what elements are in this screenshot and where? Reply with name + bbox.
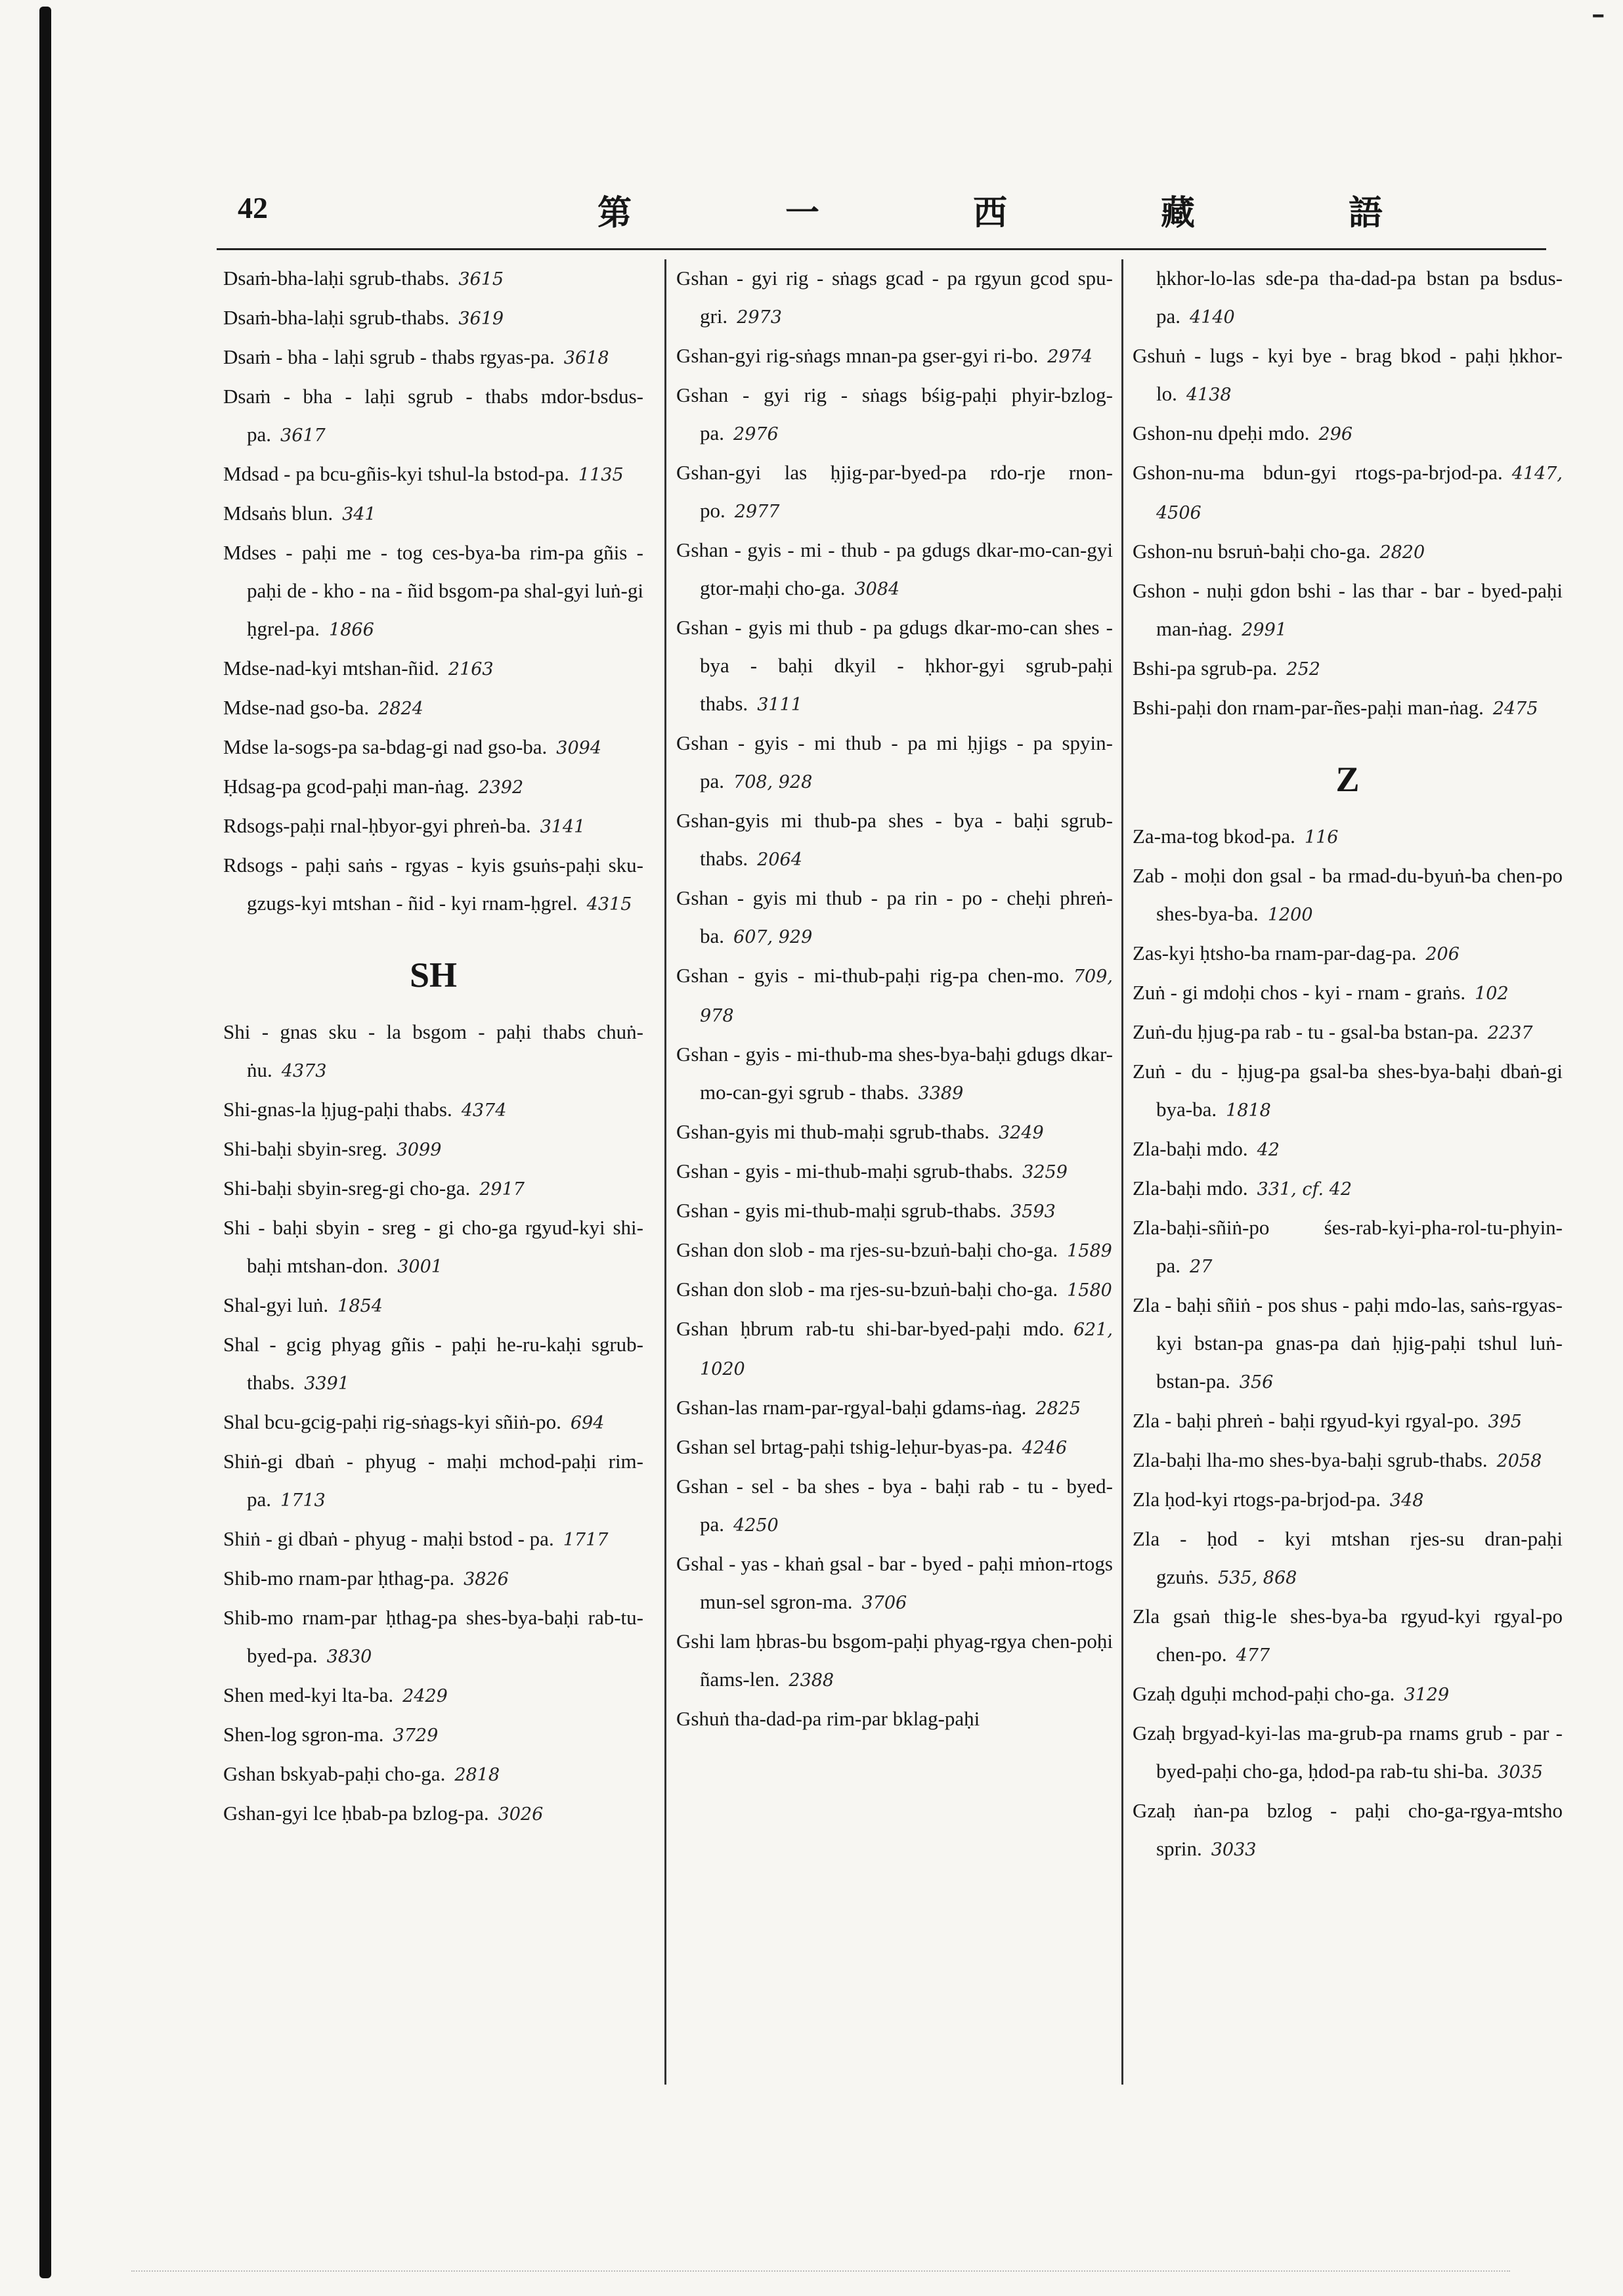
section-heading: Z bbox=[1335, 760, 1360, 799]
index-entry bbox=[223, 494, 643, 534]
entry-title: Gshan bskyab-paḥi cho-ga. bbox=[223, 1762, 446, 1785]
entry-title: Gshan ḥbrum rab-tu shi-bar-byed-paḥi mdo. bbox=[676, 1317, 1064, 1340]
entry-number: 2973 bbox=[737, 307, 782, 328]
entry-number: 3249 bbox=[999, 1123, 1044, 1143]
index-entry bbox=[676, 1270, 1113, 1310]
index-entry bbox=[223, 338, 643, 378]
entry-number: 2388 bbox=[789, 1670, 834, 1691]
entry-number: 3084 bbox=[854, 579, 900, 599]
entry-number: 4140 bbox=[1190, 307, 1235, 328]
entry-title: Gshan-gyi lce ḥbab-pa bzlog-pa. bbox=[223, 1802, 489, 1825]
index-entry bbox=[676, 454, 1113, 531]
entry-number: 2974 bbox=[1047, 347, 1093, 367]
entry-title: Shal - gcig phyag gñis - paḥi he-ru-kaḥi sgrub-thabs. bbox=[223, 1333, 643, 1394]
entry-title: Mdses - paḥi me - tog ces-bya-ba rim-pa gñis - paḥi de - kho - na - ñid bsgom-pa shal-gyi luṅ-gi ḥgrel-pa. bbox=[223, 541, 643, 640]
entry-number: 2976 bbox=[733, 424, 779, 444]
index-entry bbox=[676, 724, 1113, 802]
entry-title: ḥkhor-lo-las sde-pa tha-dad-pa bstan pa bsdus-pa. bbox=[1156, 267, 1563, 328]
index-entry bbox=[223, 1794, 643, 1834]
entry-title: Zla - baḥi sñiṅ - pos shus - paḥi mdo-las, saṅs-rgyas-kyi bstan-pa gnas-pa daṅ ḥjig-paḥi tshul luṅ-bstan-pa. bbox=[1133, 1293, 1563, 1393]
index-entry bbox=[223, 259, 643, 299]
entry-title: Zla-baḥi lha-mo shes-bya-baḥi sgrub-thabs. bbox=[1133, 1448, 1488, 1471]
entry-title: Shi - gnas sku - la bsgom - paḥi thabs chuṅ-ṅu. bbox=[223, 1020, 643, 1081]
entry-number: 1866 bbox=[329, 620, 374, 640]
index-entry bbox=[676, 802, 1113, 879]
entry-number: 3618 bbox=[563, 348, 609, 368]
entry-number: 116 bbox=[1304, 827, 1339, 848]
index-entry bbox=[1133, 1714, 1563, 1792]
index-entry bbox=[676, 1467, 1113, 1545]
entry-title: Zab - moḥi don gsal - ba rmad-du-byuṅ-ba chen-po shes-bya-ba. bbox=[1133, 864, 1563, 925]
entry-number: 3129 bbox=[1404, 1685, 1450, 1705]
index-entry bbox=[223, 1559, 643, 1599]
entry-number: 1717 bbox=[563, 1530, 609, 1550]
entry-title: Shi-baḥi sbyin-sreg-gi cho-ga. bbox=[223, 1177, 471, 1200]
entry-number: 2820 bbox=[1379, 542, 1425, 563]
entry-number: 2977 bbox=[734, 502, 780, 522]
entry-title: Gshan - gyis mi thub - pa rin - po - cheḥi phreṅ-ba. bbox=[676, 886, 1113, 947]
index-entry bbox=[676, 1389, 1113, 1428]
index-entry bbox=[1133, 259, 1563, 337]
index-entry bbox=[676, 1622, 1113, 1700]
index-entry bbox=[676, 337, 1113, 376]
entry-number: 708, 928 bbox=[733, 772, 813, 792]
entry-number: 694 bbox=[570, 1413, 605, 1433]
entry-title: Shib-mo rnam-par ḥthag-pa shes-bya-baḥi rab-tu-byed-pa. bbox=[223, 1606, 643, 1667]
entry-title: Gshon-nu dpeḥi mdo. bbox=[1133, 422, 1310, 444]
entry-number: 331, cf. 42 bbox=[1257, 1179, 1352, 1200]
entry-title: Gzaḥ dguḥi mchod-paḥi cho-ga. bbox=[1133, 1682, 1395, 1705]
index-entry bbox=[223, 768, 643, 807]
entry-number: 607, 929 bbox=[733, 927, 813, 947]
index-entry bbox=[223, 689, 643, 728]
index-entry bbox=[1133, 1013, 1563, 1052]
index-entry bbox=[223, 1286, 643, 1326]
entry-number: 2991 bbox=[1242, 620, 1287, 640]
title-char: 西 bbox=[972, 193, 1010, 233]
index-entry bbox=[1133, 1052, 1563, 1130]
index-entry bbox=[1133, 1169, 1563, 1209]
index-entry bbox=[223, 1716, 643, 1755]
index-entry bbox=[223, 1130, 643, 1169]
entry-title: Rdsogs - paḥi saṅs - rgyas - kyis gsuṅs-paḥi sku-gzugs-kyi mtshan - ñid - kyi rnam-ḥgrel. bbox=[223, 854, 643, 915]
entry-title: Mdse la-sogs-pa sa-bdag-gi nad gso-ba. bbox=[223, 735, 548, 758]
entry-title: Shi - baḥi sbyin - sreg - gi cho-ga rgyud-kyi shi-baḥi mtshan-don. bbox=[223, 1216, 643, 1277]
entry-title: Dsaṁ-bha-laḥi sgrub-thabs. bbox=[223, 267, 450, 290]
index-entry bbox=[223, 1091, 643, 1130]
index-entry bbox=[1133, 857, 1563, 934]
entry-number: 356 bbox=[1239, 1372, 1274, 1393]
index-entry bbox=[676, 1310, 1113, 1389]
title-char: 第 bbox=[597, 193, 635, 233]
entry-number: 3259 bbox=[1022, 1162, 1068, 1182]
entry-title: Gshon-nu bsruṅ-baḥi cho-ga. bbox=[1133, 540, 1371, 563]
index-entry bbox=[1133, 1597, 1563, 1675]
entry-title: Gshan - gyi rig - sṅags bśig-paḥi phyir-bzlog-pa. bbox=[676, 383, 1113, 444]
entry-title: Shen-log sgron-ma. bbox=[223, 1723, 384, 1746]
entry-number: 2825 bbox=[1035, 1398, 1081, 1419]
index-entry bbox=[1133, 974, 1563, 1013]
entry-number: 3619 bbox=[458, 309, 504, 329]
index-entry bbox=[223, 1326, 643, 1403]
entry-number: 341 bbox=[342, 504, 376, 525]
entry-title: Rdsogs-paḥi rnal-ḥbyor-gyi phreṅ-ba. bbox=[223, 814, 531, 837]
index-column-3 bbox=[1133, 259, 1563, 1869]
index-entry bbox=[223, 378, 643, 455]
book-spine-shadow bbox=[39, 7, 51, 2278]
index-entry bbox=[1133, 1481, 1563, 1520]
title-char: 一 bbox=[785, 193, 822, 233]
index-entry bbox=[1133, 572, 1563, 649]
entry-number: 1713 bbox=[280, 1490, 326, 1511]
entry-number: 2429 bbox=[402, 1686, 448, 1706]
entry-number: 2237 bbox=[1487, 1023, 1533, 1043]
index-entry bbox=[1133, 532, 1563, 572]
entry-title: Zla ḥod-kyi rtogs-pa-brjod-pa. bbox=[1133, 1488, 1381, 1511]
entry-title: Gzaḥ brgyad-kyi-las ma-grub-pa rnams grub - par - byed-paḥi cho-ga, ḥdod-pa rab-tu shi-ba. bbox=[1133, 1722, 1563, 1783]
entry-title: Gshuṅ - lugs - kyi bye - brag bkod - paḥi ḥkhor-lo. bbox=[1133, 344, 1563, 405]
entry-number: 4373 bbox=[281, 1061, 327, 1081]
entry-title: Zas-kyi ḥtsho-ba rnam-par-dag-pa. bbox=[1133, 942, 1417, 964]
index-entry bbox=[676, 1428, 1113, 1467]
index-column-1 bbox=[223, 259, 643, 1834]
index-entry bbox=[1133, 454, 1563, 532]
entry-title: Gshan sel brtag-paḥi tshig-leḥur-byas-pa. bbox=[676, 1435, 1013, 1458]
entry-number: 2824 bbox=[378, 699, 423, 719]
entry-number: 2392 bbox=[478, 777, 524, 798]
entry-title: Gshan-gyis mi thub-maḥi sgrub-thabs. bbox=[676, 1120, 990, 1143]
entry-title: Gshan-gyis mi thub-pa shes - bya - baḥi sgrub-thabs. bbox=[676, 809, 1113, 870]
entry-title: Gshan - gyi rig - sṅags gcad - pa rgyun gcod spu-gri. bbox=[676, 267, 1113, 328]
index-entry bbox=[223, 1520, 643, 1559]
entry-title: Gshi lam ḥbras-bu bsgom-paḥi phyag-rgya chen-poḥi ñams-len. bbox=[676, 1630, 1113, 1691]
index-entry bbox=[676, 1035, 1113, 1113]
entry-title: Gshan - gyis - mi thub - pa mi ḥjigs - pa spyin-pa. bbox=[676, 731, 1113, 792]
index-entry bbox=[1133, 689, 1563, 728]
entry-title: Shal bcu-gcig-paḥi rig-sṅags-kyi sñiṅ-po. bbox=[223, 1410, 561, 1433]
entry-title: Gshan-gyi rig-sṅags mnan-pa gser-gyi ri-bo. bbox=[676, 344, 1039, 367]
entry-number: 3389 bbox=[918, 1083, 964, 1104]
entry-title: Dsaṁ - bha - laḥi sgrub - thabs mdor-bsdus-pa. bbox=[223, 385, 643, 446]
entry-title: Shi-baḥi sbyin-sreg. bbox=[223, 1137, 387, 1160]
index-entry bbox=[1133, 1675, 1563, 1714]
entry-number: 3830 bbox=[326, 1647, 372, 1667]
entry-number: 3001 bbox=[397, 1257, 443, 1277]
entry-title: Gshan - gyis - mi-thub-maḥi sgrub-thabs. bbox=[676, 1159, 1014, 1182]
title-char: 藏 bbox=[1160, 193, 1198, 233]
index-entry bbox=[676, 957, 1113, 1035]
entry-title: Gshal - yas - khaṅ gsal - bar - byed - paḥi mṅon-rtogs mun-sel sgron-ma. bbox=[676, 1552, 1113, 1613]
index-entry bbox=[223, 1676, 643, 1716]
index-entry bbox=[676, 879, 1113, 957]
index-entry bbox=[676, 1192, 1113, 1231]
entry-number: 1854 bbox=[337, 1296, 383, 1316]
entry-title: Gshon - nuḥi gdon bshi - las thar - bar - byed-paḥi man-ṅag. bbox=[1133, 579, 1563, 640]
index-entry bbox=[676, 376, 1113, 454]
entry-number: 3035 bbox=[1498, 1762, 1543, 1783]
entry-number: 2064 bbox=[757, 850, 802, 870]
index-entry bbox=[223, 1169, 643, 1209]
entry-title: Zla-baḥi mdo. bbox=[1133, 1137, 1248, 1160]
entry-number: 3706 bbox=[861, 1593, 907, 1613]
entry-number: 1580 bbox=[1067, 1280, 1112, 1301]
index-entry bbox=[223, 1755, 643, 1794]
entry-number: 3593 bbox=[1010, 1202, 1056, 1222]
index-entry bbox=[223, 807, 643, 846]
entry-number: 3391 bbox=[304, 1374, 349, 1394]
entry-title: Bshi-pa sgrub-pa. bbox=[1133, 657, 1278, 680]
entry-number: 4138 bbox=[1186, 385, 1232, 405]
entry-title: Shal-gyi luṅ. bbox=[223, 1293, 329, 1316]
entry-number: 3729 bbox=[393, 1725, 439, 1746]
index-entry bbox=[1133, 1792, 1563, 1869]
index-entry bbox=[223, 649, 643, 689]
entry-title: Ḥdsag-pa gcod-paḥi man-ṅag. bbox=[223, 775, 469, 798]
entry-number: 42 bbox=[1257, 1140, 1280, 1160]
entry-number: 395 bbox=[1488, 1412, 1522, 1432]
index-entry bbox=[223, 1442, 643, 1520]
entry-number: 206 bbox=[1425, 944, 1460, 964]
entry-number: 2917 bbox=[479, 1179, 525, 1200]
entry-number: 3033 bbox=[1211, 1840, 1257, 1860]
index-entry bbox=[223, 299, 643, 338]
index-entry bbox=[223, 728, 643, 768]
title-char: 語 bbox=[1348, 193, 1385, 233]
index-entry bbox=[1133, 1130, 1563, 1169]
entry-number: 252 bbox=[1286, 659, 1320, 680]
index-entry bbox=[1133, 817, 1563, 857]
entry-title: Zla gsaṅ thig-le shes-bya-ba rgyud-kyi rgyal-po chen-po. bbox=[1133, 1605, 1563, 1666]
entry-title: Gshan-gyi las ḥjig-par-byed-pa rdo-rje rnon-po. bbox=[676, 461, 1113, 522]
entry-number: 4315 bbox=[586, 894, 632, 915]
page-number: 42 bbox=[238, 191, 268, 225]
entry-title: Shiṅ - gi dbaṅ - phyug - maḥi bstod - pa. bbox=[223, 1527, 554, 1550]
index-entry bbox=[676, 1700, 1113, 1738]
entry-number: 4374 bbox=[461, 1100, 507, 1121]
index-entry bbox=[1133, 337, 1563, 414]
entry-number: 477 bbox=[1236, 1645, 1270, 1666]
index-entry bbox=[223, 1013, 643, 1091]
index-entry bbox=[1133, 1286, 1563, 1402]
entry-title: Mdsaṅs blun. bbox=[223, 502, 334, 525]
index-entry bbox=[676, 531, 1113, 609]
index-entry bbox=[1133, 1441, 1563, 1481]
index-entry bbox=[676, 1152, 1113, 1192]
entry-number: 3615 bbox=[458, 269, 504, 290]
index-entry bbox=[676, 1113, 1113, 1152]
entry-title: Gshan - gyis mi thub - pa gdugs dkar-mo-can shes - bya - baḥi dkyil - ḥkhor-gyi sgrub-paḥi thabs. bbox=[676, 616, 1113, 715]
index-entry bbox=[223, 534, 643, 649]
entry-number: 1589 bbox=[1067, 1241, 1112, 1261]
corner-mark: ━ bbox=[1593, 7, 1603, 26]
entry-title: Gshan-las rnam-par-rgyal-baḥi gdams-ṅag. bbox=[676, 1396, 1027, 1419]
page-header bbox=[223, 190, 1530, 269]
running-title bbox=[597, 185, 1385, 234]
entry-number: 2163 bbox=[448, 659, 494, 680]
entry-title: Gzaḥ ṅan-pa bzlog - paḥi cho-ga-rgya-mtsho sprin. bbox=[1133, 1799, 1563, 1860]
entry-number: 709, 978 bbox=[700, 966, 1113, 1026]
entry-title: Gshan - sel - ba shes - bya - baḥi rab - tu - byed-pa. bbox=[676, 1475, 1113, 1536]
entry-title: Zuṅ - gi mdoḥi chos - kyi - rnam - graṅs. bbox=[1133, 981, 1466, 1004]
entry-number: 4147, 4506 bbox=[1156, 464, 1563, 523]
index-entry bbox=[1133, 934, 1563, 974]
entry-number: 3826 bbox=[464, 1569, 509, 1590]
entry-title: Shi-gnas-la ḥjug-paḥi thabs. bbox=[223, 1098, 452, 1121]
entry-number: 4250 bbox=[733, 1515, 779, 1536]
entry-number: 296 bbox=[1318, 424, 1353, 444]
index-entry bbox=[676, 1231, 1113, 1270]
entry-title: Zuṅ-du ḥjug-pa rab - tu - gsal-ba bstan-pa. bbox=[1133, 1020, 1479, 1043]
entry-title: Mdse-nad gso-ba. bbox=[223, 696, 370, 719]
index-entry bbox=[676, 609, 1113, 724]
entry-number: 2058 bbox=[1496, 1451, 1542, 1471]
entry-number: 3099 bbox=[396, 1140, 442, 1160]
column-divider bbox=[1121, 259, 1123, 2085]
index-entry bbox=[223, 1599, 643, 1676]
header-rule bbox=[217, 248, 1546, 250]
entry-title: Zla-baḥi-sñiṅ-po śes-rab-kyi-pha-rol-tu-phyin-pa. bbox=[1133, 1216, 1563, 1277]
entry-title: Gshan - gyis - mi-thub-paḥi rig-pa chen-mo. bbox=[676, 964, 1064, 987]
entry-number: 3617 bbox=[280, 425, 326, 446]
entry-number: 27 bbox=[1190, 1257, 1213, 1277]
index-entry bbox=[223, 846, 643, 924]
column-divider bbox=[664, 259, 666, 2085]
index-entry bbox=[223, 1403, 643, 1442]
index-entry bbox=[1133, 1402, 1563, 1441]
entry-title: Gshon-nu-ma bdun-gyi rtogs-pa-brjod-pa. bbox=[1133, 461, 1503, 484]
index-entry bbox=[676, 1545, 1113, 1622]
entry-number: 3094 bbox=[556, 738, 602, 758]
index-entry bbox=[1133, 1209, 1563, 1286]
entry-number: 1135 bbox=[578, 465, 624, 485]
index-entry bbox=[1133, 414, 1563, 454]
entry-number: 1200 bbox=[1267, 905, 1313, 925]
index-entry bbox=[676, 259, 1113, 337]
entry-number: 2818 bbox=[454, 1765, 500, 1785]
entry-title: Gshuṅ tha-dad-pa rim-par bklag-paḥi bbox=[676, 1707, 980, 1730]
entry-number: 535, 868 bbox=[1218, 1568, 1297, 1588]
entry-title: Zla-baḥi mdo. bbox=[1133, 1177, 1248, 1200]
entry-number: 3141 bbox=[540, 817, 586, 837]
entry-title: Gshan don slob - ma rjes-su-bzuṅ-baḥi cho-ga. bbox=[676, 1238, 1058, 1261]
entry-title: Zla - baḥi phreṅ - baḥi rgyud-kyi rgyal-po. bbox=[1133, 1409, 1479, 1432]
entry-number: 102 bbox=[1475, 984, 1509, 1004]
entry-title: Zuṅ - du - ḥjug-pa gsal-ba shes-bya-baḥi dbaṅ-gi bya-ba. bbox=[1133, 1060, 1563, 1121]
index-column-2 bbox=[676, 259, 1113, 1738]
index-entry bbox=[223, 455, 643, 494]
entry-title: Shiṅ-gi dbaṅ - phyug - maḥi mchod-paḥi rim-pa. bbox=[223, 1450, 643, 1511]
entry-title: Gshan - gyis - mi - thub - pa gdugs dkar-mo-can-gyi gtor-maḥi cho-ga. bbox=[676, 538, 1113, 599]
entry-number: 3111 bbox=[757, 695, 802, 715]
entry-number: 3026 bbox=[498, 1804, 544, 1825]
index-entry bbox=[1133, 649, 1563, 689]
index-entry bbox=[223, 1209, 643, 1286]
entry-number: 1818 bbox=[1226, 1100, 1271, 1121]
scan-edge-dots bbox=[131, 2270, 1510, 2272]
section-heading: SH bbox=[409, 955, 458, 995]
entry-title: Bshi-paḥi don rnam-par-ñes-paḥi man-ṅag. bbox=[1133, 696, 1484, 719]
index-entry bbox=[1133, 1520, 1563, 1597]
entry-title: Gshan - gyis - mi-thub-ma shes-bya-baḥi gdugs dkar-mo-can-gyi sgrub - thabs. bbox=[676, 1043, 1113, 1104]
entry-number: 621, 1020 bbox=[700, 1320, 1113, 1379]
entry-number: 348 bbox=[1389, 1490, 1424, 1511]
entry-title: Dsaṁ-bha-laḥi sgrub-thabs. bbox=[223, 306, 450, 329]
entry-title: Mdse-nad-kyi mtshan-ñid. bbox=[223, 657, 439, 680]
entry-title: Shib-mo rnam-par ḥthag-pa. bbox=[223, 1567, 455, 1590]
entry-title: Mdsad - pa bcu-gñis-kyi tshul-la bstod-pa. bbox=[223, 462, 569, 485]
entry-title: Za-ma-tog bkod-pa. bbox=[1133, 825, 1295, 848]
entry-title: Gshan don slob - ma rjes-su-bzuṅ-baḥi cho-ga. bbox=[676, 1278, 1058, 1301]
entry-title: Shen med-kyi lta-ba. bbox=[223, 1683, 394, 1706]
entry-title: Gshan - gyis mi-thub-maḥi sgrub-thabs. bbox=[676, 1199, 1002, 1222]
entry-title: Zla - ḥod - kyi mtshan rjes-su dran-paḥi gzuṅs. bbox=[1133, 1527, 1563, 1588]
entry-number: 4246 bbox=[1022, 1438, 1068, 1458]
entry-number: 2475 bbox=[1492, 699, 1538, 719]
entry-title: Dsaṁ - bha - laḥi sgrub - thabs rgyas-pa. bbox=[223, 345, 555, 368]
